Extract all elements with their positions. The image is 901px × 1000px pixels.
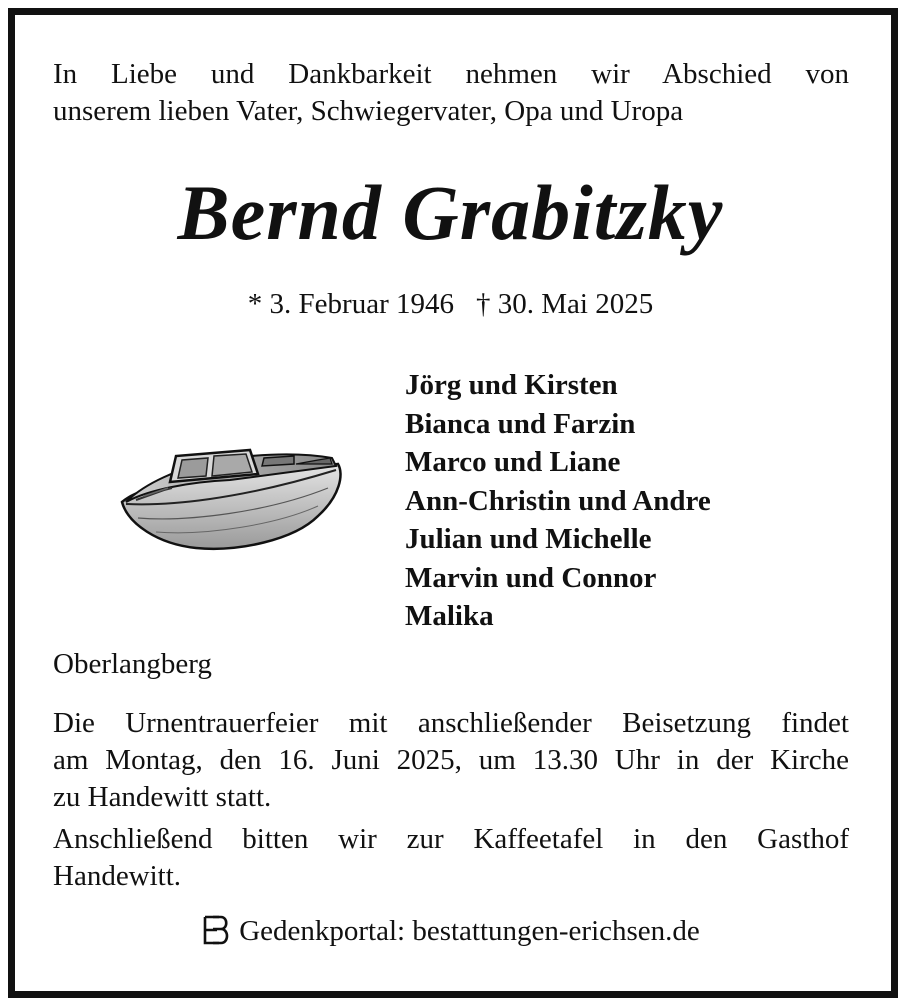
coffee-text <box>53 821 849 895</box>
death-date: † 30. Mai 2025 <box>475 288 654 320</box>
place-name: Oberlangberg <box>53 648 212 680</box>
eb-logo-icon <box>201 914 231 946</box>
family-member: Julian und Michelle <box>405 523 652 555</box>
intro-line-1: In Liebe und Dankbarkeit nehmen wir Abschied von <box>53 58 849 90</box>
family-member: Jörg und Kirsten <box>405 369 618 401</box>
memorial-portal <box>0 914 901 948</box>
portal-link[interactable]: Gedenkportal: bestattungen-erichsen.de <box>239 915 700 947</box>
ceremony-line-3: zu Handewitt statt. <box>53 781 272 813</box>
birth-date: * 3. Februar 1946 <box>247 288 454 320</box>
coffee-line-1: Anschließend bitten wir zur Kaffeetafel in den Gasthof <box>53 823 849 855</box>
family-member: Marvin und Connor <box>405 561 657 594</box>
family-member: Bianca und Farzin <box>405 407 636 440</box>
family-member: Ann-Christin und Andre <box>405 484 711 517</box>
family-member: Malika <box>405 600 494 632</box>
ceremony-text <box>53 705 849 816</box>
coffee-line-2: Handewitt. <box>53 860 182 892</box>
family-list <box>405 366 711 636</box>
intro-text <box>53 56 849 130</box>
ceremony-line-2: am Montag, den 16. Juni 2025, um 13.30 Uhr in der Kirche <box>53 744 849 776</box>
life-dates <box>0 288 901 321</box>
ceremony-line-1: Die Urnentrauerfeier mit anschließender Beisetzung findet <box>53 707 849 739</box>
intro-line-2: unserem lieben Vater, Schwiegervater, Opa und Uropa <box>53 95 684 127</box>
motorboat-icon <box>118 444 346 556</box>
family-member: Marco und Liane <box>405 446 621 478</box>
deceased-name: Bernd Grabitzky <box>177 169 724 256</box>
